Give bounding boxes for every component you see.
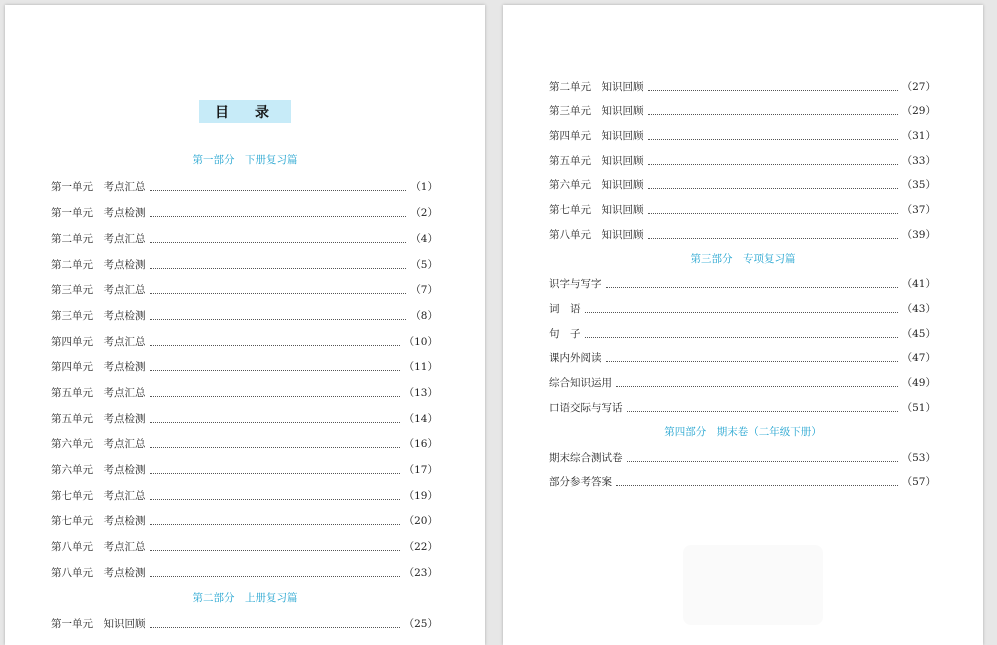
toc-entry[interactable] xyxy=(51,386,438,400)
toc-entry-page: （22） xyxy=(403,541,438,553)
toc-entry-page: （25） xyxy=(403,618,438,630)
toc-entry-page: （7） xyxy=(410,284,438,296)
toc-leader-dots xyxy=(585,309,898,313)
toc-entry-title: 第七单元 知识回顾 xyxy=(549,204,644,216)
toc-leader-dots xyxy=(150,239,407,243)
toc-entry-title: 第六单元 考点检测 xyxy=(51,464,146,476)
toc-leader-dots xyxy=(150,316,407,320)
toc-entry-title: 第八单元 知识回顾 xyxy=(549,229,644,241)
toc-entry[interactable] xyxy=(51,489,438,503)
toc-entry-title: 第五单元 考点检测 xyxy=(51,413,146,425)
toc-entry[interactable] xyxy=(549,351,936,365)
toc-leader-dots xyxy=(150,290,407,294)
toc-entry-page: （53） xyxy=(901,452,936,464)
toc-entry[interactable] xyxy=(51,617,438,631)
toc-entry-page: （51） xyxy=(901,402,936,414)
toc-entry-page: （49） xyxy=(901,377,936,389)
toc-leader-dots xyxy=(150,496,400,500)
toc-entry-title: 第五单元 考点汇总 xyxy=(51,387,146,399)
toc-entry[interactable] xyxy=(549,327,936,341)
section-heading-part3: 第三部分 专项复习篇 xyxy=(690,253,796,265)
toc-entry-title: 句 子 xyxy=(549,328,581,340)
toc-entry-page: （35） xyxy=(901,179,936,191)
toc-leader-dots xyxy=(606,284,898,288)
toc-entry-title: 部分参考答案 xyxy=(549,476,612,488)
contents-title-box xyxy=(199,100,291,123)
toc-entry-title: 词 语 xyxy=(549,303,581,315)
toc-entry[interactable] xyxy=(549,129,936,143)
toc-entry-title: 第四单元 考点检测 xyxy=(51,361,146,373)
toc-entry[interactable] xyxy=(549,401,936,415)
toc-entry-title: 第二单元 考点检测 xyxy=(51,259,146,271)
toc-entry-title: 识字与写字 xyxy=(549,278,602,290)
toc-entry[interactable] xyxy=(549,451,936,465)
toc-entry-title: 第二单元 知识回顾 xyxy=(549,81,644,93)
toc-entry[interactable] xyxy=(51,566,438,580)
toc-entry-page: （43） xyxy=(901,303,936,315)
toc-leader-dots xyxy=(150,367,400,371)
right-page xyxy=(503,5,983,645)
toc-entry-page: （39） xyxy=(901,229,936,241)
toc-entry-page: （41） xyxy=(901,278,936,290)
toc-entry[interactable] xyxy=(549,104,936,118)
toc-entry[interactable] xyxy=(51,283,438,297)
toc-entry[interactable] xyxy=(51,514,438,528)
toc-leader-dots xyxy=(150,393,400,397)
toc-entry-title: 第一单元 知识回顾 xyxy=(51,618,146,630)
toc-entry-page: （19） xyxy=(403,490,438,502)
toc-entry-page: （4） xyxy=(410,233,438,245)
toc-entry[interactable] xyxy=(549,154,936,168)
toc-leader-dots xyxy=(150,342,400,346)
toc-entry[interactable] xyxy=(51,180,438,194)
toc-entry-page: （37） xyxy=(901,204,936,216)
toc-entry-page: （33） xyxy=(901,155,936,167)
toc-entry-title: 第八单元 考点汇总 xyxy=(51,541,146,553)
toc-entry-title: 第四单元 知识回顾 xyxy=(549,130,644,142)
toc-entry-title: 第一单元 考点汇总 xyxy=(51,181,146,193)
toc-entry[interactable] xyxy=(51,206,438,220)
toc-entry-title: 课内外阅读 xyxy=(549,352,602,364)
toc-leader-dots xyxy=(648,210,898,214)
toc-entry-page: （29） xyxy=(901,105,936,117)
toc-leader-dots xyxy=(648,87,898,91)
toc-entry[interactable] xyxy=(549,228,936,242)
toc-entry-title: 第三单元 考点检测 xyxy=(51,310,146,322)
toc-entry[interactable] xyxy=(549,178,936,192)
toc-entry[interactable] xyxy=(549,203,936,217)
toc-entry[interactable] xyxy=(549,376,936,390)
toc-entry-title: 第三单元 考点汇总 xyxy=(51,284,146,296)
toc-entry[interactable] xyxy=(549,302,936,316)
toc-entry-page: （11） xyxy=(403,361,438,373)
toc-leader-dots xyxy=(150,213,407,217)
toc-entry-title: 口语交际与写话 xyxy=(549,402,623,414)
toc-entry-page: （2） xyxy=(410,207,438,219)
toc-entry-page: （16） xyxy=(403,438,438,450)
toc-entry-title: 第四单元 考点汇总 xyxy=(51,336,146,348)
toc-entry-title: 第五单元 知识回顾 xyxy=(549,155,644,167)
toc-entry-title: 第三单元 知识回顾 xyxy=(549,105,644,117)
toc-entry-title: 综合知识运用 xyxy=(549,377,612,389)
section-heading-part2: 第二部分 上册复习篇 xyxy=(192,592,298,604)
toc-leader-dots xyxy=(150,547,400,551)
toc-entry-page: （17） xyxy=(403,464,438,476)
toc-leader-dots xyxy=(606,358,898,362)
toc-leader-dots xyxy=(648,185,898,189)
toc-entry-title: 期末综合测试卷 xyxy=(549,452,623,464)
contents-title: 目 录 xyxy=(215,104,275,121)
toc-entry-page: （10） xyxy=(403,336,438,348)
toc-leader-dots xyxy=(150,624,400,628)
toc-leader-dots xyxy=(648,161,898,165)
toc-entry-title: 第六单元 知识回顾 xyxy=(549,179,644,191)
toc-leader-dots xyxy=(648,235,898,239)
toc-entry-page: （13） xyxy=(403,387,438,399)
left-page xyxy=(5,5,485,645)
toc-entry[interactable] xyxy=(51,309,438,323)
toc-entry-page: （27） xyxy=(901,81,936,93)
toc-leader-dots xyxy=(150,265,407,269)
toc-entry-page: （47） xyxy=(901,352,936,364)
section-heading-part1: 第一部分 下册复习篇 xyxy=(192,154,298,166)
toc-entry-title: 第一单元 考点检测 xyxy=(51,207,146,219)
toc-entry[interactable] xyxy=(51,540,438,554)
toc-entry-title: 第七单元 考点汇总 xyxy=(51,490,146,502)
toc-leader-dots xyxy=(648,136,898,140)
toc-leader-dots xyxy=(150,419,400,423)
toc-entry[interactable] xyxy=(51,335,438,349)
toc-entry-page: （31） xyxy=(901,130,936,142)
toc-entry[interactable] xyxy=(51,258,438,272)
toc-entry-page: （23） xyxy=(403,567,438,579)
toc-entry-title: 第六单元 考点汇总 xyxy=(51,438,146,450)
faint-watermark xyxy=(683,545,823,625)
toc-entry-page: （45） xyxy=(901,328,936,340)
toc-leader-dots xyxy=(150,444,400,448)
toc-leader-dots xyxy=(150,521,400,525)
toc-entry-title: 第二单元 考点汇总 xyxy=(51,233,146,245)
toc-entry-page: （1） xyxy=(410,181,438,193)
toc-entry-page: （57） xyxy=(901,476,936,488)
toc-leader-dots xyxy=(616,383,898,387)
toc-leader-dots xyxy=(585,334,898,338)
toc-entry[interactable] xyxy=(51,412,438,426)
toc-entry-page: （5） xyxy=(410,259,438,271)
toc-entry[interactable] xyxy=(51,437,438,451)
toc-entry-page: （14） xyxy=(403,413,438,425)
toc-entry[interactable] xyxy=(549,277,936,291)
toc-entry[interactable] xyxy=(549,475,936,489)
toc-leader-dots xyxy=(627,458,898,462)
toc-entry-page: （20） xyxy=(403,515,438,527)
toc-leader-dots xyxy=(648,111,898,115)
toc-leader-dots xyxy=(150,470,400,474)
toc-leader-dots xyxy=(150,573,400,577)
toc-entry-title: 第八单元 考点检测 xyxy=(51,567,146,579)
toc-leader-dots xyxy=(627,408,898,412)
toc-entry[interactable] xyxy=(51,360,438,374)
toc-entry[interactable] xyxy=(51,232,438,246)
toc-entry-title: 第七单元 考点检测 xyxy=(51,515,146,527)
toc-entry[interactable] xyxy=(51,463,438,477)
toc-leader-dots xyxy=(616,482,898,486)
section-heading-part4: 第四部分 期末卷（二年级下册） xyxy=(664,426,822,438)
toc-leader-dots xyxy=(150,187,407,191)
toc-entry-page: （8） xyxy=(410,310,438,322)
toc-entry[interactable] xyxy=(549,80,936,94)
